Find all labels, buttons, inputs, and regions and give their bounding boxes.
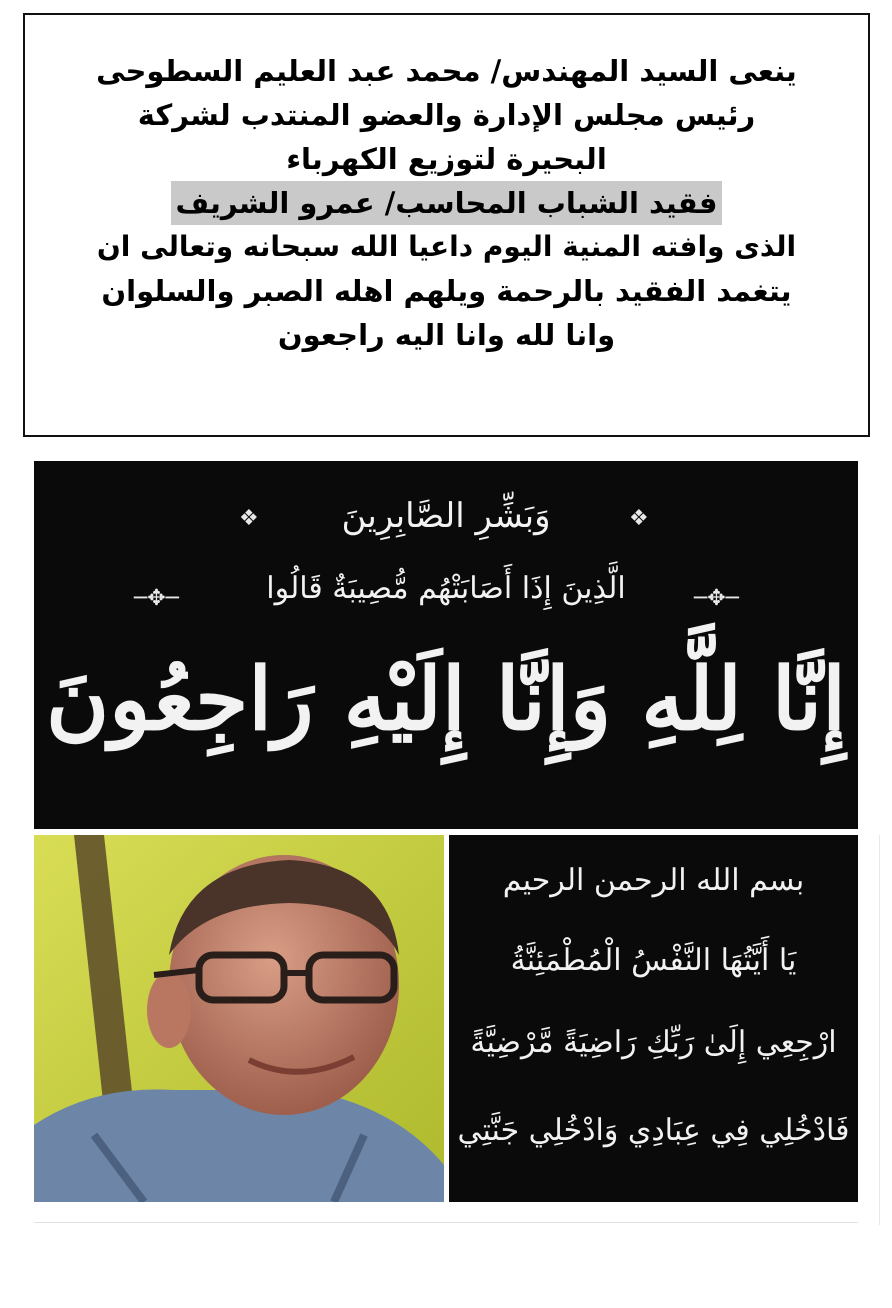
divider-line: [34, 1222, 858, 1223]
quran-verse-panel: [449, 835, 858, 1202]
ornament-icon: ─✥─: [694, 586, 739, 611]
verse-line-3: إِنَّا لِلَّهِ وَإِنَّا إِلَيْهِ رَاجِعُونَ: [46, 649, 846, 750]
verse-right-line-2: يَا أَيَّتُهَا النَّفْسُ الْمُطْمَئِنَّةُ: [510, 943, 797, 978]
divider-line: [879, 835, 880, 1225]
notice-line-3: البحيرة لتوزيع الكهرباء: [286, 142, 607, 176]
notice-line-6: يتغمد الفقيد بالرحمة ويلهم اهله الصبر والسلوان: [101, 274, 792, 308]
basmala: بسم الله الرحمن الرحيم: [502, 863, 805, 898]
notice-line-7: وانا لله وانا اليه راجعون: [277, 318, 616, 352]
verse-line-1: وَبَشِّرِ الصَّابِرِينَ: [341, 496, 551, 536]
verse-right-line-4: فَادْخُلِي فِي عِبَادِي وَادْخُلِي جَنَّتِي: [457, 1113, 850, 1148]
ornament-icon: ❖: [629, 506, 649, 531]
deceased-photo: [34, 835, 444, 1202]
obituary-notice: [23, 13, 870, 437]
quran-verse-banner: [34, 461, 858, 829]
notice-line-1: ينعى السيد المهندس/ محمد عبد العليم السطوحى: [96, 54, 797, 88]
ornament-icon: ❖: [239, 506, 259, 531]
notice-line-5: الذى وافته المنية اليوم داعيا الله سبحانه وتعالى ان: [96, 230, 797, 263]
verse-right-line-3: ارْجِعِي إِلَىٰ رَبِّكِ رَاضِيَةً مَّرْضِيَّةً: [470, 1025, 837, 1060]
verse-line-2: الَّذِينَ إِذَا أَصَابَتْهُم مُّصِيبَةٌ قَالُوا: [266, 571, 626, 606]
portrait-image: [34, 835, 444, 1202]
notice-line-2: رئيس مجلس الإدارة والعضو المنتدب لشركة: [137, 98, 756, 132]
ornament-icon: ─✥─: [134, 586, 179, 611]
notice-deceased-name: فقيد الشباب المحاسب/ عمرو الشريف: [171, 181, 721, 225]
